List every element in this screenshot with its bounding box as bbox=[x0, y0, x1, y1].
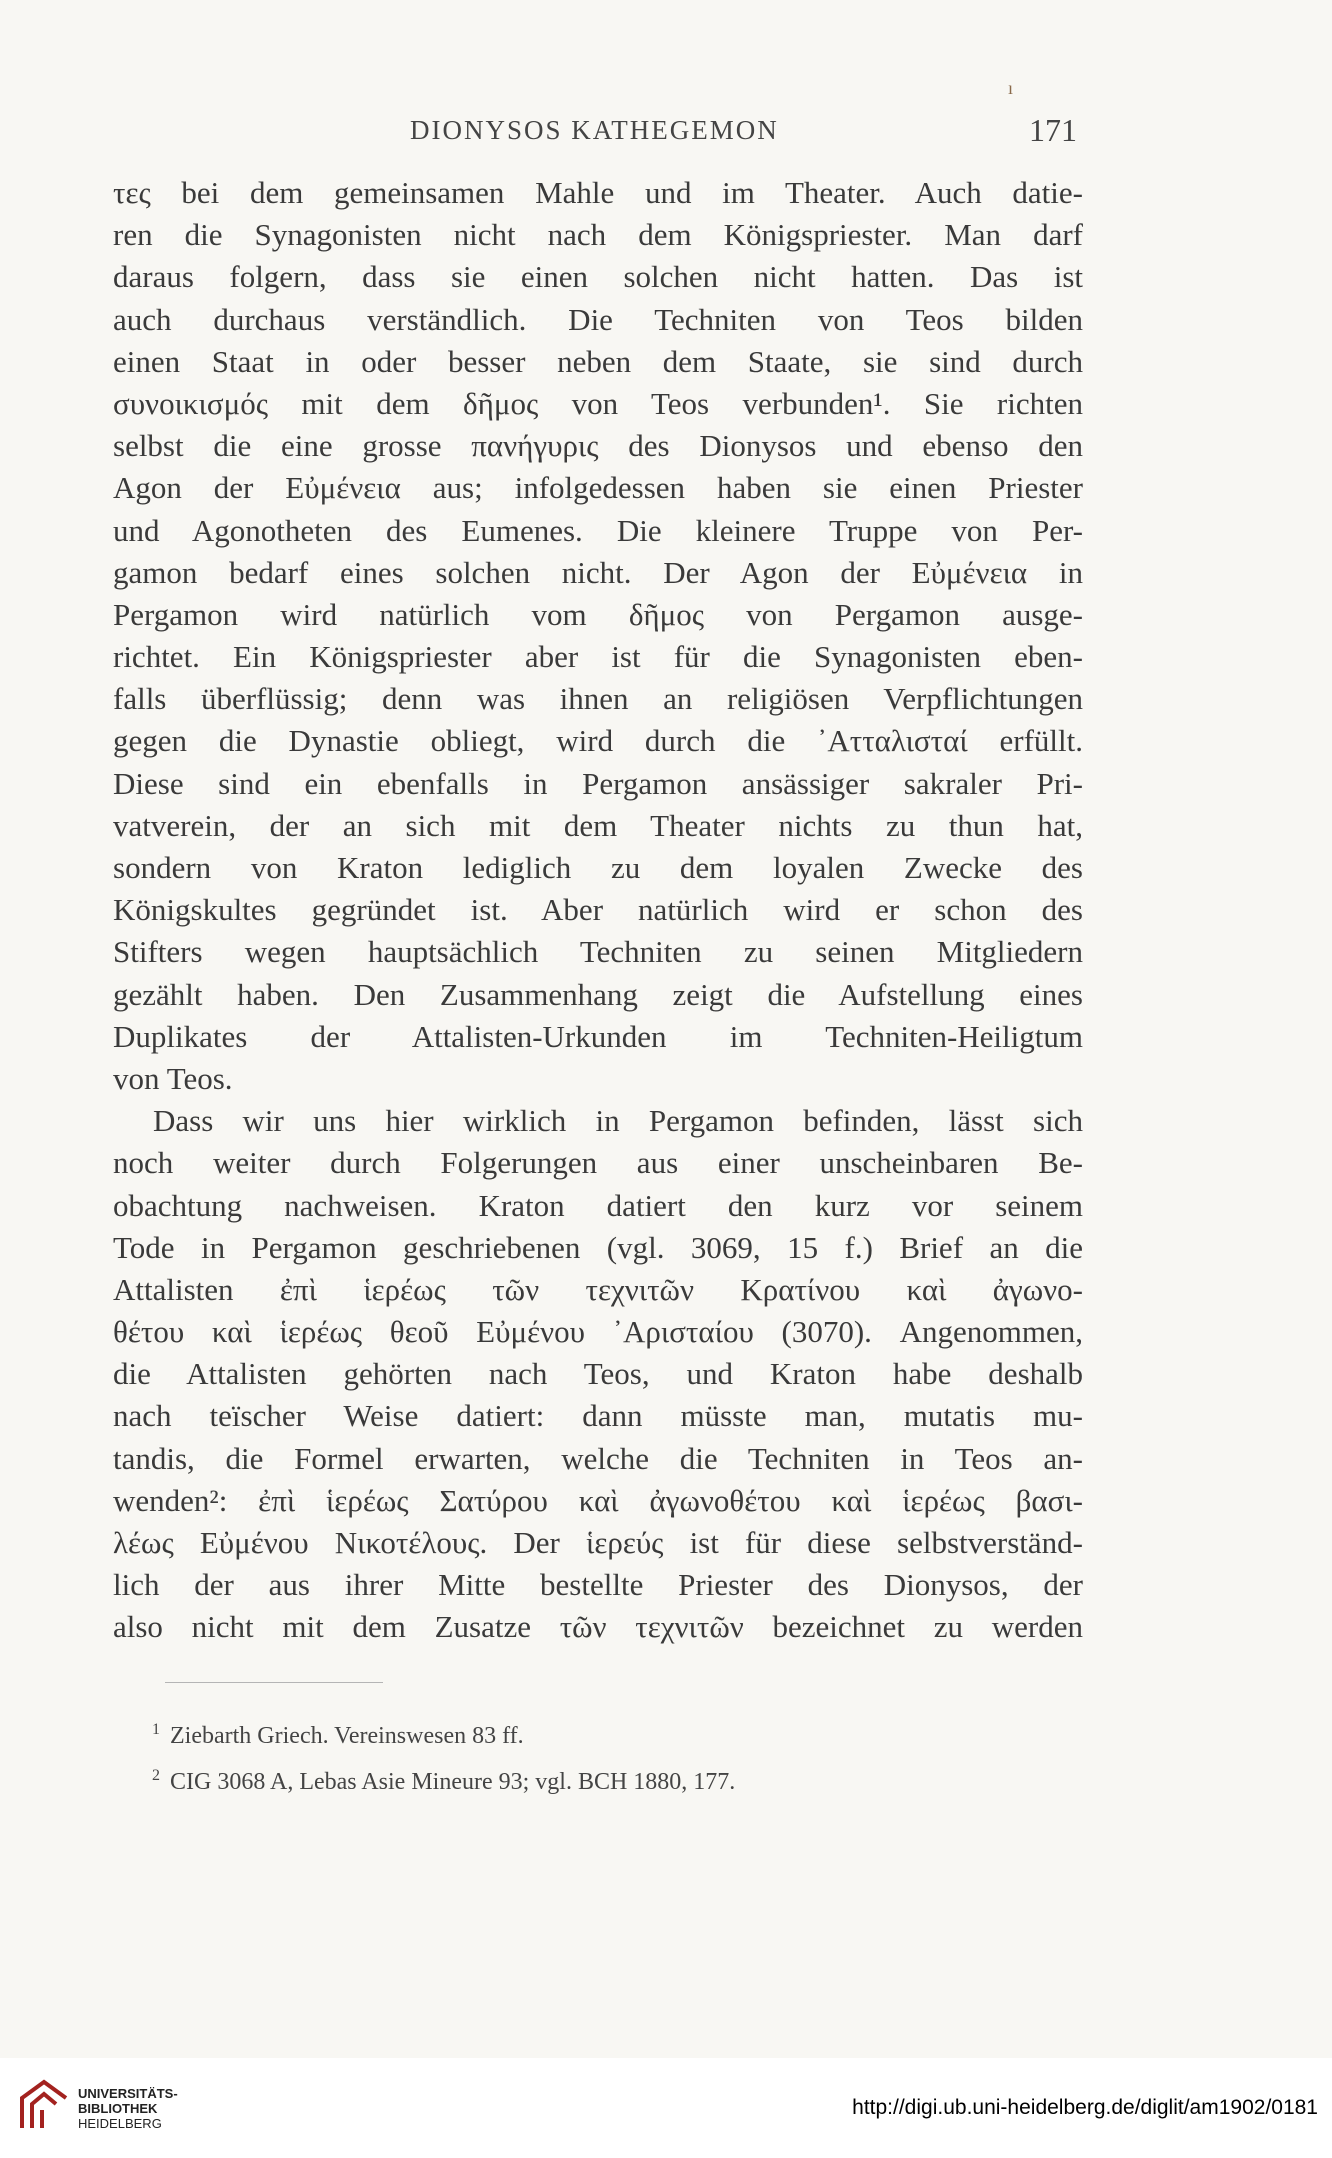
text-line: gezählt haben. Den Zusammenhang zeigt die Aufstellung eines bbox=[113, 976, 1083, 1012]
text-line: Duplikates der Attalisten-Urkunden im Techniten-Heiligtum bbox=[113, 1018, 1083, 1054]
page-number: 171 bbox=[1029, 112, 1077, 148]
text-line: daraus folgern, dass sie einen solchen nicht hatten. Das ist bbox=[113, 259, 1083, 295]
text-line: Agon der Εὐμένεια aus; infolgedessen haben sie einen Priester bbox=[113, 470, 1083, 506]
footnote-mark: 1 bbox=[152, 1721, 160, 1738]
stray-mark: ı bbox=[1008, 78, 1014, 98]
text-line: richtet. Ein Königspriester aber ist für die Synagonisten eben- bbox=[113, 639, 1083, 675]
text-line: nach teïscher Weise datiert: dann müsste man, mutatis mu- bbox=[113, 1398, 1083, 1434]
library-logo-icon bbox=[14, 2076, 74, 2136]
text-line: und Agonotheten des Eumenes. Die kleinere Truppe von Per- bbox=[113, 512, 1083, 548]
text-line: sondern von Kraton lediglich zu dem loyalen Zwecke des bbox=[113, 850, 1083, 885]
text-line: obachtung nachweisen. Kraton datiert den kurz vor seinem bbox=[113, 1187, 1083, 1223]
text-line: tandis, die Formel erwarten, welche die Techniten in Teos an- bbox=[113, 1440, 1083, 1476]
footnote-mark: 2 bbox=[152, 1767, 160, 1784]
footnote-2 bbox=[152, 1756, 735, 1802]
footnotes bbox=[152, 1710, 735, 1802]
text-line: die Attalisten gehörten nach Teos, und Kraton habe deshalb bbox=[113, 1356, 1083, 1392]
text-line: gegen die Dynastie obliegt, wird durch die ᾽Ατταλισταί erfüllt. bbox=[113, 723, 1083, 759]
text-line: τες bei dem gemeinsamen Mahle und im Theater. Auch datie- bbox=[113, 175, 1083, 210]
text-line: noch weiter durch Folgerungen aus einer unscheinbaren Be- bbox=[113, 1145, 1083, 1181]
footnote-text: CIG 3068 A, Lebas Asie Mineure 93; vgl. BCH 1880, 177. bbox=[170, 1769, 736, 1795]
text-line: Attalisten ἐπὶ ἱερέως τῶν τεχνιτῶν Κρατίνου καὶ ἀγωνο- bbox=[113, 1271, 1083, 1307]
text-line: Pergamon wird natürlich vom δῆμος von Pergamon ausge- bbox=[113, 596, 1083, 632]
footnote-text: Ziebarth Griech. Vereinswesen 83 ff. bbox=[170, 1723, 524, 1749]
text-line: also nicht mit dem Zusatze τῶν τεχνιτῶν bezeichnet zu werden bbox=[113, 1609, 1083, 1645]
text-line: συνοικισμός mit dem δῆμος von Teos verbunden¹. Sie richten bbox=[113, 385, 1083, 421]
running-head: DIONYSOS KATHEGEMON bbox=[410, 115, 779, 145]
text-line: wenden²: ἐπὶ ἱερέως Σατύρου καὶ ἀγωνοθέτου καὶ ἱερέως βασι- bbox=[113, 1482, 1083, 1518]
text-line: λέως Εὐμένου Νικοτέλους. Der ἱερεύς ist für diese selbstverständ- bbox=[113, 1525, 1083, 1560]
text-line: gamon bedarf eines solchen nicht. Der Agon der Εὐμένεια in bbox=[113, 554, 1083, 590]
text-line: falls überflüssig; denn was ihnen an religiösen Verpflichtungen bbox=[113, 681, 1083, 717]
body-text bbox=[113, 172, 1083, 1649]
text-line: Diese sind ein ebenfalls in Pergamon ansässiger sakraler Pri- bbox=[113, 765, 1083, 801]
text-line: einen Staat in oder besser neben dem Staate, sie sind durch bbox=[113, 343, 1083, 379]
source-url-link[interactable]: http://digi.ub.uni-heidelberg.de/diglit/am1902/0181 bbox=[852, 2096, 1318, 2119]
text-line: ren die Synagonisten nicht nach dem Königspriester. Man darf bbox=[113, 217, 1083, 253]
text-line: auch durchaus verständlich. Die Techniten von Teos bilden bbox=[113, 301, 1083, 337]
text-line: θέτου καὶ ἱερέως θεοῦ Εὐμένου ᾽Αρισταίου (3070). Angenommen, bbox=[113, 1314, 1083, 1350]
text-line-paragraph-start: Dass wir uns hier wirklich in Pergamon befinden, lässt sich bbox=[153, 1103, 1083, 1139]
text-line: Tode in Pergamon geschriebenen (vgl. 3069, 15 f.) Brief an die bbox=[113, 1229, 1083, 1265]
text-line-paragraph-end: von Teos. bbox=[113, 1060, 233, 1096]
footer-bar bbox=[0, 2058, 1332, 2158]
text-line: Königskultes gegründet ist. Aber natürlich wird er schon des bbox=[113, 892, 1083, 928]
text-line: vatverein, der an sich mit dem Theater nichts zu thun hat, bbox=[113, 807, 1083, 843]
library-name: UNIVERSITÄTS- BIBLIOTHEK HEIDELBERG bbox=[78, 2086, 178, 2131]
text-line: selbst die eine grosse πανήγυρις des Dionysos und ebenso den bbox=[113, 428, 1083, 464]
text-line: lich der aus ihrer Mitte bestellte Priester des Dionysos, der bbox=[113, 1567, 1083, 1603]
footnote-divider bbox=[165, 1682, 383, 1683]
text-line: Stifters wegen hauptsächlich Techniten zu seinen Mitgliedern bbox=[113, 934, 1083, 970]
footnote-1 bbox=[152, 1710, 735, 1756]
